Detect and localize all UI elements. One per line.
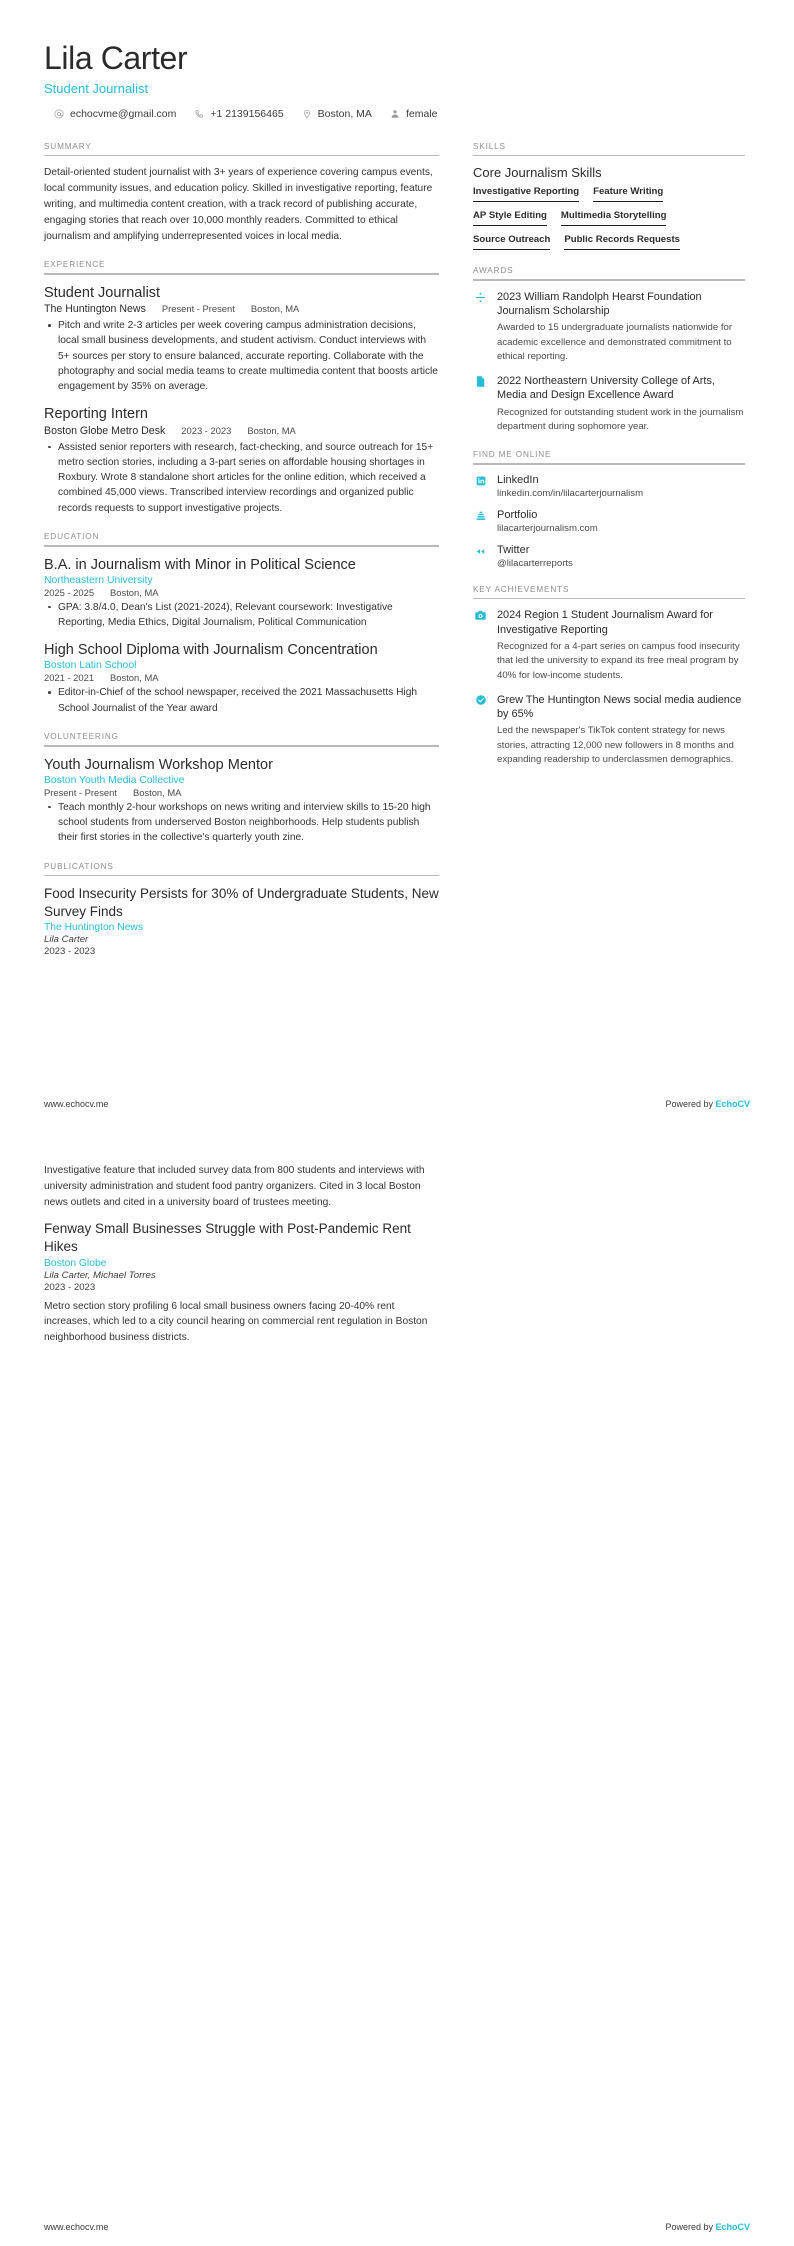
email-icon — [54, 109, 64, 119]
publication-dates: 2023 - 2023 — [44, 946, 96, 958]
contact-location — [302, 108, 372, 120]
right-column — [473, 142, 745, 784]
resume-page-2 — [0, 1123, 794, 2246]
experience-role: Student Journalist — [44, 284, 161, 301]
education-degree: B.A. in Journalism with Minor in Political Science — [44, 556, 356, 573]
education-item — [44, 556, 439, 631]
bullet: Assisted senior reporters with research, fact-checking, and source outreach for 15+ metro section stories, including a 3-part series on affordable housing shortages in Roxbury. Wrote 8 standalone short articles for the online edition, which received a combined 45,000 views. Transcribed interview recordings and organized public records requests to support investigative projects. — [58, 440, 439, 516]
twitter-icon — [473, 544, 488, 558]
experience-meta — [44, 425, 439, 437]
contact-gender-text: female — [405, 107, 438, 120]
section-publications — [44, 862, 439, 958]
candidate-name: Lila Carter — [44, 40, 188, 76]
skill-chip: Multimedia Storytelling — [561, 210, 667, 226]
award-description: Recognized for outstanding student work in the journalism department during sophomore year. — [497, 406, 744, 433]
section-skills — [473, 142, 745, 251]
section-title-summary: SUMMARY — [44, 141, 92, 151]
volunteering-location: Boston, MA — [132, 786, 182, 798]
publication-source: The Huntington News — [44, 922, 144, 934]
experience-org: Boston Globe Metro Desk — [44, 424, 166, 437]
contact-gender — [390, 108, 438, 120]
publication-authors: Lila Carter, Michael Torres — [44, 1269, 156, 1281]
education-bullets — [44, 685, 439, 716]
education-school: Boston Latin School — [44, 660, 137, 672]
document-icon — [473, 374, 488, 388]
education-school: Northeastern University — [44, 574, 153, 586]
publication-title: Fenway Small Businesses Struggle with Post-Pandemic Rent Hikes — [44, 1221, 411, 1254]
skill-chip: Feature Writing — [593, 186, 663, 202]
section-title-key-achievements: KEY ACHIEVEMENTS — [473, 584, 570, 594]
section-summary — [44, 142, 439, 245]
experience-location: Boston, MA — [247, 424, 296, 436]
publication-source: Boston Globe — [44, 1257, 107, 1269]
online-label: LinkedIn — [497, 473, 539, 486]
publication-description: Metro section story profiling 6 local small business owners facing 20-40% rent increases, which led to a city council hearing on commercial rent regulation in Boston neighborhood business districts. — [44, 1300, 428, 1344]
education-dates: 2025 - 2025 — [44, 586, 95, 598]
achievement-body — [497, 608, 745, 683]
section-divider — [473, 463, 745, 465]
education-dates: 2021 - 2021 — [44, 672, 95, 684]
skills-group-title: Core Journalism Skills — [473, 165, 602, 181]
check-circle-icon — [473, 693, 488, 706]
section-awards — [473, 266, 745, 434]
volunteering-bullets — [44, 800, 439, 846]
online-profile-body — [497, 474, 745, 499]
award-title: 2022 Northeastern University College of Arts, Media and Design Excellence Award — [497, 375, 715, 402]
linkedin-icon — [473, 474, 488, 487]
publication-authors: Lila Carter — [44, 934, 89, 946]
footer-brand-name: EchoCV — [715, 1099, 750, 1109]
section-title-skills: SKILLS — [473, 141, 506, 151]
person-icon — [390, 109, 400, 119]
section-volunteering — [44, 732, 439, 846]
publication-title: Food Insecurity Persists for 30% of Undergraduate Students, New Survey Finds — [44, 886, 439, 919]
contact-email[interactable] — [54, 108, 176, 120]
contact-phone-text: +1 2139156465 — [210, 107, 284, 120]
section-divider — [44, 155, 439, 157]
section-experience — [44, 260, 439, 516]
online-profile-body — [497, 544, 745, 569]
footer-site[interactable]: www.echocv.me — [44, 2222, 109, 2232]
skill-chip: Public Records Requests — [564, 234, 680, 250]
experience-location: Boston, MA — [250, 302, 300, 314]
online-profile-portfolio[interactable] — [473, 509, 745, 534]
section-divider — [44, 875, 439, 877]
location-pin-icon — [302, 109, 312, 119]
skill-chip: Source Outreach — [473, 234, 550, 250]
section-divider — [473, 155, 745, 157]
achievement-item — [473, 608, 745, 683]
contact-email-text: echocvme@gmail.com — [70, 107, 177, 120]
education-location: Boston, MA — [110, 586, 159, 598]
page-footer — [44, 2222, 750, 2246]
section-key-achievements — [473, 585, 745, 768]
divide-icon — [473, 290, 488, 304]
footer-site[interactable]: www.echocv.me — [44, 1099, 109, 1109]
experience-dates: Present - Present — [161, 302, 235, 314]
online-url: @lilacarterreports — [497, 557, 573, 569]
footer-powered-prefix: Powered by — [665, 2222, 716, 2232]
bullet: Editor-in-Chief of the school newspaper, received the 2021 Massachusetts High School Journalist of the Year award — [58, 685, 439, 716]
online-profile-linkedin[interactable] — [473, 474, 745, 499]
left-column-page2 — [44, 1163, 439, 1362]
section-divider — [44, 273, 439, 275]
publication-item — [44, 885, 439, 957]
experience-bullets — [44, 440, 439, 516]
education-meta — [44, 587, 439, 598]
achievement-title: Grew The Huntington News social media audience by 65% — [497, 693, 742, 721]
portfolio-icon — [473, 509, 488, 522]
education-bullets — [44, 600, 439, 631]
volunteering-item — [44, 756, 439, 846]
section-title-education: EDUCATION — [44, 532, 100, 542]
contact-phone[interactable] — [194, 108, 283, 120]
experience-role: Reporting Intern — [44, 406, 148, 423]
experience-dates: 2023 - 2023 — [181, 424, 232, 436]
education-item — [44, 641, 439, 716]
volunteering-role: Youth Journalism Workshop Mentor — [44, 756, 273, 773]
candidate-headline: Student Journalist — [44, 80, 149, 96]
summary-text: Detail-oriented student journalist with 3+ years of experience covering campus events, local community issues, and education policy. Skilled in investigative reporting, feature writing, and multimedia content creation, with a track record of publishing accurate, engaging stories that reach over 10,000 monthly readers. Committed to ethical journalism and amplifying underrepresented voices in local media. — [44, 167, 433, 242]
section-title-publications: PUBLICATIONS — [44, 861, 114, 871]
footer-brand — [665, 1099, 750, 1109]
skill-chip: AP Style Editing — [473, 210, 547, 226]
contact-row — [44, 108, 750, 120]
section-title-awards: AWARDS — [473, 266, 514, 276]
section-publications-continued — [44, 1163, 439, 1346]
resume-columns — [44, 142, 750, 973]
footer-brand — [665, 2222, 750, 2232]
award-item — [473, 290, 745, 365]
left-column — [44, 142, 439, 973]
achievement-item — [473, 693, 745, 768]
publication-description: Investigative feature that included survey data from 800 students and interviews with university administration and student food pantry organizers. Cited in 3 local Boston news outlets and cited in a university board of trustees meeting. — [44, 1165, 425, 1208]
section-title-experience: EXPERIENCE — [44, 260, 106, 270]
skill-chip: Investigative Reporting — [473, 186, 579, 202]
camera-icon — [473, 608, 488, 622]
experience-org: The Huntington News — [44, 302, 146, 315]
resume-header — [44, 40, 750, 120]
page-footer — [44, 1099, 750, 1123]
volunteering-org: Boston Youth Media Collective — [44, 774, 185, 786]
footer-brand-name: EchoCV — [715, 2222, 750, 2232]
online-profile-twitter[interactable] — [473, 544, 745, 569]
award-description: Awarded to 15 undergraduate journalists nationwide for academic excellence and demonstrated commitment to ethical reporting. — [497, 322, 733, 362]
education-degree: High School Diploma with Journalism Concentration — [44, 642, 378, 659]
bullet: GPA: 3.8/4.0, Dean's List (2021-2024), Relevant coursework: Investigative Reporting, Media Ethics, Digital Journalism, Political Communication — [58, 600, 439, 631]
publication-dates: 2023 - 2023 — [44, 1281, 96, 1293]
section-divider — [473, 279, 745, 281]
bullet: Pitch and write 2-3 articles per week covering campus administration decisions, local small business developments, and student activism. Conduct interviews with 5+ sources per story to ensure balanced, accurate reporting. Collaborate with the photography and social media teams to create multimedia content that boosts article engagement by 35% on average. — [58, 318, 439, 394]
section-divider — [44, 745, 439, 747]
online-url: linkedin.com/in/lilacarterjournalism — [497, 487, 644, 499]
achievement-description: Recognized for a 4-part series on campus food insecurity that led the university to expand its free meal program by 40% for low-income students. — [497, 640, 740, 681]
award-title: 2023 William Randolph Hearst Foundation Journalism Scholarship — [497, 290, 702, 317]
bullet: Teach monthly 2-hour workshops on news writing and interview skills to 15-20 high school students from underserved Boston neighborhoods. Help students publish their first stories in the collective's quarterly youth zine. — [58, 800, 439, 846]
publication-item — [44, 1220, 439, 1346]
section-title-find-me-online: FIND ME ONLINE — [473, 450, 552, 460]
skills-list — [473, 186, 745, 250]
online-url: lilacarterjournalism.com — [497, 522, 598, 534]
achievement-title: 2024 Region 1 Student Journalism Award for Investigative Reporting — [497, 609, 713, 636]
experience-item — [44, 405, 439, 516]
education-meta — [44, 672, 439, 683]
online-label: Twitter — [497, 543, 530, 556]
experience-bullets — [44, 318, 439, 394]
online-profile-body — [497, 509, 745, 534]
resume-columns-page2 — [44, 1163, 750, 1362]
volunteering-meta — [44, 787, 439, 798]
section-divider — [473, 598, 745, 600]
contact-location-text: Boston, MA — [317, 107, 372, 120]
award-body — [497, 290, 745, 365]
achievement-description: Led the newspaper's TikTok content strategy for news stories, attracting 12,000 new followers in 8 months and expanding readership to underclassmen demographics. — [497, 725, 734, 766]
experience-item — [44, 284, 439, 395]
section-education — [44, 532, 439, 716]
section-find-me-online — [473, 450, 745, 569]
phone-icon — [194, 109, 204, 119]
section-divider — [44, 545, 439, 547]
experience-meta — [44, 303, 439, 315]
section-title-volunteering: VOLUNTEERING — [44, 732, 119, 742]
award-item — [473, 374, 745, 434]
footer-powered-prefix: Powered by — [665, 1099, 716, 1109]
achievement-body — [497, 693, 745, 768]
award-body — [497, 374, 745, 434]
online-label: Portfolio — [497, 508, 538, 521]
education-location: Boston, MA — [110, 672, 159, 684]
volunteering-dates: Present - Present — [44, 786, 117, 798]
